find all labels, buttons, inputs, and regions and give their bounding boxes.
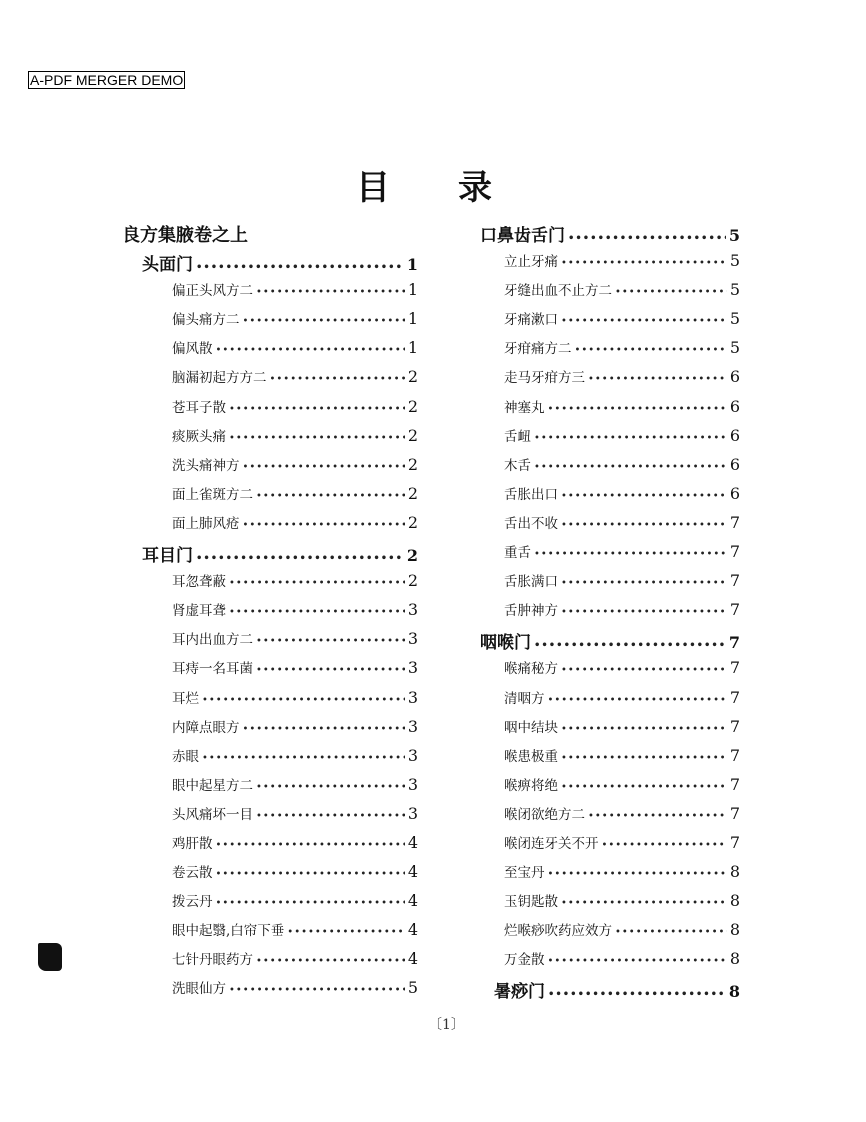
toc-entry-label: 头面门	[142, 255, 193, 276]
toc-leader-dots	[561, 578, 727, 589]
toc-leader-dots	[256, 956, 405, 967]
toc-entry	[122, 687, 418, 716]
toc-entry-label: 眼中起翳,白帘下垂	[172, 923, 285, 940]
toc-entry-page: 3	[407, 803, 418, 823]
toc-leader-dots	[270, 374, 405, 385]
toc-entry-page: 6	[729, 396, 740, 416]
toc-entry-label: 脑漏初起方方二	[172, 370, 267, 387]
toc-entry	[122, 541, 418, 570]
toc-entry	[480, 948, 740, 977]
toc-entry	[122, 803, 418, 832]
toc-leader-dots	[256, 782, 405, 793]
toc-leader-dots	[216, 869, 405, 880]
scan-blot	[38, 943, 62, 971]
toc-entry-label: 眼中起星方二	[172, 777, 253, 794]
toc-entry-label: 走马牙疳方三	[504, 370, 585, 387]
toc-entry-page: 2	[407, 396, 418, 416]
toc-entry-page: 2	[407, 483, 418, 503]
toc-entry	[480, 628, 740, 657]
toc-entry-label: 洗头痛神方	[172, 457, 240, 474]
toc-entry	[480, 308, 740, 337]
toc-entry-label: 咽喉门	[480, 633, 531, 654]
toc-entry-page: 7	[729, 600, 740, 620]
toc-entry	[480, 541, 740, 570]
toc-leader-dots	[548, 695, 727, 706]
toc-entry-page: 7	[729, 832, 740, 852]
toc-entry-page: 6	[729, 367, 740, 387]
toc-entry-label: 牙缝出血不止方二	[504, 283, 612, 300]
toc-entry-page: 8	[728, 982, 740, 1002]
toc-leader-dots	[561, 665, 727, 676]
toc-entry-page: 4	[407, 949, 418, 969]
toc-entry-page: 6	[729, 483, 740, 503]
toc-entry-page: 2	[407, 512, 418, 532]
toc-entry-label: 洗眼仙方	[172, 981, 226, 998]
toc-entry	[122, 599, 418, 628]
toc-leader-dots	[561, 258, 727, 269]
toc-entry-label: 口鼻齿舌门	[480, 226, 565, 246]
title-char-1: 目	[356, 168, 390, 208]
toc-entry-page: 1	[407, 309, 418, 329]
toc-entry-page: 1	[407, 280, 418, 300]
toc-entry-label: 头风痛坏一目	[172, 806, 253, 823]
toc-entry-page: 7	[729, 687, 740, 707]
toc-entry-label: 玉钥匙散	[504, 894, 558, 911]
toc-right-column	[480, 221, 740, 1007]
toc-entry	[122, 861, 418, 890]
toc-entry-page: 2	[407, 425, 418, 445]
toc-entry	[480, 745, 740, 774]
toc-entry-label: 牙疳痛方二	[504, 341, 572, 358]
toc-entry-page: 1	[407, 338, 418, 358]
toc-leader-dots	[534, 433, 727, 444]
toc-left-column	[122, 221, 418, 1007]
toc-entry-page: 8	[729, 891, 740, 911]
toc-entry	[480, 687, 740, 716]
toc-entry-page: 7	[729, 658, 740, 678]
toc-entry-label: 耳目门	[142, 546, 193, 567]
toc-entry	[122, 366, 418, 395]
toc-entry-page: 7	[729, 774, 740, 794]
toc-leader-dots	[534, 549, 727, 560]
toc-entry	[480, 977, 740, 1006]
toc-entry-label: 舌衄	[504, 428, 531, 445]
toc-leader-dots	[229, 433, 405, 444]
toc-entry-page: 6	[729, 454, 740, 474]
toc-entry-page: 1	[406, 255, 418, 275]
toc-entry-page: 3	[407, 774, 418, 794]
watermark-label: A-PDF MERGER DEMO	[30, 72, 184, 88]
toc-leader-dots	[256, 665, 405, 676]
toc-leader-dots	[561, 724, 727, 735]
toc-entry	[122, 919, 418, 948]
toc-entry-label: 喉闭欲绝方二	[504, 806, 585, 823]
toc-entry-label: 烂喉痧吹药应效方	[504, 923, 612, 940]
toc-leader-dots	[243, 724, 405, 735]
toc-entry-label: 七针丹眼药方	[172, 952, 253, 969]
toc-entry	[122, 977, 418, 1006]
toc-entry	[480, 861, 740, 890]
toc-leader-dots	[229, 985, 405, 996]
toc-entry	[480, 279, 740, 308]
toc-leader-dots	[548, 404, 727, 415]
toc-leader-dots	[256, 811, 405, 822]
toc-entry-label: 赤眼	[172, 748, 199, 765]
toc-entry-label: 清咽方	[504, 690, 545, 707]
toc-leader-dots	[256, 491, 405, 502]
title-char-2: 录	[458, 168, 492, 208]
toc-entry-label: 咽中结块	[504, 719, 558, 736]
toc-entry-page: 3	[407, 658, 418, 678]
toc-entry-label: 喉痛秘方	[504, 661, 558, 678]
toc-leader-dots	[216, 840, 405, 851]
toc-entry-page: 8	[729, 949, 740, 969]
toc-leader-dots	[196, 553, 404, 564]
toc-entry-label: 耳痔一名耳菌	[172, 661, 253, 678]
toc-entry	[122, 337, 418, 366]
toc-leader-dots	[602, 840, 727, 851]
toc-entry-label: 喉闭连牙关不开	[504, 835, 599, 852]
toc-entry-label: 舌肿神方	[504, 603, 558, 620]
toc-entry-label: 喉患极重	[504, 748, 558, 765]
toc-entry-label: 重舌	[504, 545, 531, 562]
toc-entry-page: 3	[407, 745, 418, 765]
toc-entry	[122, 628, 418, 657]
toc-entry-page: 4	[407, 920, 418, 940]
toc-entry	[480, 396, 740, 425]
toc-leader-dots	[229, 578, 405, 589]
toc-entry-label: 暑痧门	[494, 982, 545, 1003]
toc-leader-dots	[575, 345, 727, 356]
page-number: 〔1〕	[428, 1017, 465, 1033]
toc-entry	[480, 890, 740, 919]
toc-leader-dots	[561, 782, 727, 793]
toc-leader-dots	[615, 287, 727, 298]
toc-entry-label: 内障点眼方	[172, 719, 240, 736]
toc-entry-page: 8	[729, 862, 740, 882]
toc-entry-label: 卷云散	[172, 865, 213, 882]
toc-leader-dots	[202, 695, 405, 706]
toc-entry-label: 肾虚耳聋	[172, 603, 226, 620]
toc-entry	[480, 512, 740, 541]
toc-leader-dots	[216, 898, 405, 909]
toc-leader-dots	[561, 520, 727, 531]
toc-entry-page: 5	[729, 251, 740, 271]
toc-entry	[480, 774, 740, 803]
toc-entry-page: 5	[729, 309, 740, 329]
toc-entry	[480, 803, 740, 832]
toc-entry-page: 5	[729, 280, 740, 300]
toc-entry	[480, 483, 740, 512]
toc-entry-page: 5	[729, 338, 740, 358]
toc-leader-dots	[548, 869, 727, 880]
toc-entry	[480, 657, 740, 686]
toc-entry-page: 2	[407, 454, 418, 474]
toc-entry-page: 7	[729, 571, 740, 591]
toc-leader-dots	[561, 316, 727, 327]
toc-entry-label: 耳内出血方二	[172, 632, 253, 649]
toc-entry-page: 2	[407, 367, 418, 387]
toc-entry	[122, 890, 418, 919]
toc-entry-page: 4	[407, 891, 418, 911]
toc-entry-label: 良方集腋卷之上	[122, 225, 248, 246]
toc-entry	[122, 570, 418, 599]
toc-entry	[122, 774, 418, 803]
toc-leader-dots	[216, 345, 405, 356]
toc-leader-dots	[548, 989, 726, 1000]
toc-entry-page: 3	[407, 629, 418, 649]
toc-entry-label: 耳忽聋蔽	[172, 574, 226, 591]
page-title	[356, 160, 492, 209]
toc-entry-page: 7	[729, 512, 740, 532]
toc-entry-page: 4	[407, 862, 418, 882]
toc-entry	[122, 308, 418, 337]
toc-leader-dots	[561, 607, 727, 618]
toc-entry	[480, 337, 740, 366]
toc-entry-label: 鸡肝散	[172, 835, 213, 852]
toc-entry	[480, 221, 740, 250]
toc-leader-dots	[243, 520, 405, 531]
toc-leader-dots	[243, 462, 405, 473]
toc-entry-label: 偏风散	[172, 341, 213, 358]
toc-entry-page: 7	[729, 542, 740, 562]
toc-entry-label: 耳烂	[172, 690, 199, 707]
toc-entry	[122, 425, 418, 454]
toc-entry-page: 6	[729, 425, 740, 445]
toc-entry-page: 7	[728, 633, 740, 653]
toc-entry	[480, 599, 740, 628]
toc-entry	[122, 221, 418, 250]
toc-leader-dots	[548, 956, 727, 967]
toc-entry-label: 拨云丹	[172, 894, 213, 911]
toc-entry-page: 3	[407, 600, 418, 620]
toc-entry	[480, 716, 740, 745]
toc-entry-page: 7	[729, 745, 740, 765]
toc-entry-label: 喉痹将绝	[504, 777, 558, 794]
toc-entry-label: 面上肺风疮	[172, 515, 240, 532]
toc-leader-dots	[287, 927, 405, 938]
toc-entry	[122, 512, 418, 541]
toc-entry	[122, 279, 418, 308]
toc-leader-dots	[229, 607, 405, 618]
toc-entry-page: 3	[407, 687, 418, 707]
toc-leader-dots	[243, 316, 405, 327]
toc-entry-page: 4	[407, 832, 418, 852]
toc-entry	[122, 396, 418, 425]
toc-entry	[480, 832, 740, 861]
toc-entry	[122, 250, 418, 279]
toc-entry-label: 舌胀出口	[504, 486, 558, 503]
toc-leader-dots	[588, 811, 727, 822]
toc-entry-label: 偏正头风方二	[172, 283, 253, 300]
toc-entry-label: 神塞丸	[504, 399, 545, 416]
toc-leader-dots	[615, 927, 727, 938]
toc-entry	[122, 657, 418, 686]
toc-entry	[480, 919, 740, 948]
toc-entry	[122, 832, 418, 861]
toc-leader-dots	[229, 404, 405, 415]
toc-leader-dots	[588, 374, 727, 385]
toc-entry-label: 牙痛漱口	[504, 312, 558, 329]
toc-leader-dots	[202, 753, 405, 764]
toc-entry-label: 苍耳子散	[172, 399, 226, 416]
toc-entry-label: 至宝丹	[504, 865, 545, 882]
toc-leader-dots	[568, 233, 726, 244]
toc-entry-page: 2	[406, 546, 418, 566]
toc-entry-label: 木舌	[504, 457, 531, 474]
toc-leader-dots	[561, 491, 727, 502]
toc-entry	[480, 454, 740, 483]
toc-leader-dots	[561, 753, 727, 764]
toc-entry-label: 痰厥头痛	[172, 428, 226, 445]
toc-entry	[480, 366, 740, 395]
toc-entry-label: 万金散	[504, 952, 545, 969]
toc-entry	[122, 483, 418, 512]
toc-leader-dots	[561, 898, 727, 909]
toc-entry-page: 8	[729, 920, 740, 940]
toc-entry-page: 5	[728, 226, 740, 245]
toc-entry-label: 立止牙痛	[504, 254, 558, 271]
toc-leader-dots	[256, 287, 405, 298]
toc-entry	[122, 948, 418, 977]
toc-entry-page: 7	[729, 716, 740, 736]
toc-entry-page: 3	[407, 716, 418, 736]
toc-leader-dots	[534, 462, 727, 473]
toc-entry	[480, 425, 740, 454]
toc-leader-dots	[256, 636, 405, 647]
toc-entry-label: 面上雀斑方二	[172, 486, 253, 503]
toc-leader-dots	[534, 640, 726, 651]
toc-entry-label: 舌出不收	[504, 515, 558, 532]
toc-leader-dots	[196, 262, 404, 273]
toc-entry	[480, 250, 740, 279]
toc-entry	[122, 716, 418, 745]
toc-entry-page: 5	[407, 978, 418, 998]
toc-entry-page: 2	[407, 571, 418, 591]
toc-entry-label: 舌胀满口	[504, 574, 558, 591]
toc-entry	[480, 570, 740, 599]
toc-entry	[122, 454, 418, 483]
toc-entry	[122, 745, 418, 774]
toc-entry-page: 7	[729, 803, 740, 823]
toc-entry-label: 偏头痛方二	[172, 312, 240, 329]
